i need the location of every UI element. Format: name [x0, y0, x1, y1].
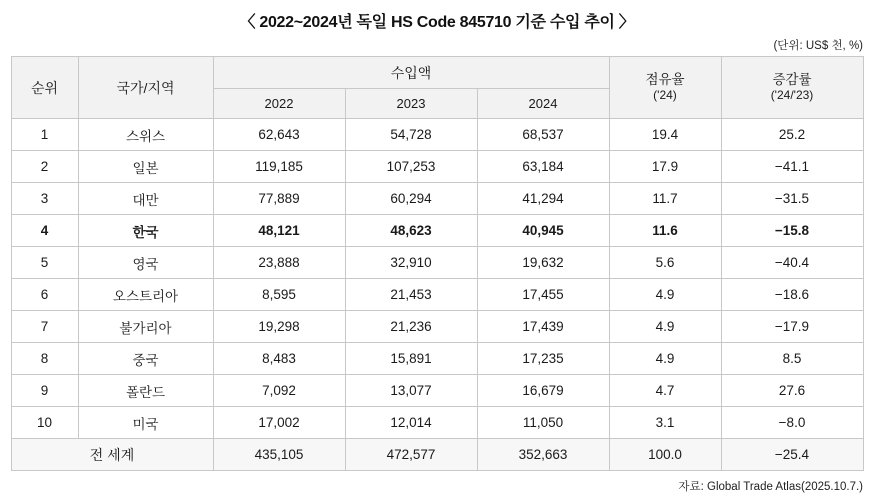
import-trend-table	[11, 56, 864, 471]
unit-note: (단위: US$ 천, %)	[773, 40, 863, 52]
column-header-share-line1: 점유율	[645, 71, 685, 87]
cell-2022: 48,121	[213, 215, 345, 247]
table-row	[11, 183, 863, 215]
cell-2022: 7,092	[213, 375, 345, 407]
cell-growth: −18.6	[721, 279, 863, 311]
cell-2023: 48,623	[345, 215, 477, 247]
header-row-top	[11, 57, 863, 89]
cell-rank: 10	[11, 407, 78, 439]
cell-rank: 9	[11, 375, 78, 407]
cell-share: 4.9	[609, 343, 721, 375]
cell-total-label: 전 세계	[11, 439, 213, 471]
column-header-share	[609, 57, 721, 119]
table-row	[11, 375, 863, 407]
cell-growth: −8.0	[721, 407, 863, 439]
cell-rank: 6	[11, 279, 78, 311]
cell-2023: 107,253	[345, 151, 477, 183]
cell-2024: 41,294	[477, 183, 609, 215]
table-row	[11, 151, 863, 183]
cell-growth: 27.6	[721, 375, 863, 407]
table-head	[11, 57, 863, 119]
cell-2023: 15,891	[345, 343, 477, 375]
cell-rank: 1	[11, 119, 78, 151]
cell-2023: 21,453	[345, 279, 477, 311]
cell-2024: 63,184	[477, 151, 609, 183]
cell-growth: −40.4	[721, 247, 863, 279]
cell-2024: 17,455	[477, 279, 609, 311]
cell-2022: 8,483	[213, 343, 345, 375]
cell-2022: 23,888	[213, 247, 345, 279]
cell-country: 미국	[78, 407, 213, 439]
cell-country: 영국	[78, 247, 213, 279]
cell-2022: 62,643	[213, 119, 345, 151]
cell-country: 일본	[78, 151, 213, 183]
cell-rank: 7	[11, 311, 78, 343]
cell-2023: 54,728	[345, 119, 477, 151]
cell-2022: 8,595	[213, 279, 345, 311]
cell-2024: 17,439	[477, 311, 609, 343]
table-row	[11, 247, 863, 279]
cell-2024: 19,632	[477, 247, 609, 279]
cell-2023: 21,236	[345, 311, 477, 343]
table-body	[11, 119, 863, 471]
cell-2023: 60,294	[345, 183, 477, 215]
table-row	[11, 343, 863, 375]
cell-2024: 68,537	[477, 119, 609, 151]
cell-2024: 11,050	[477, 407, 609, 439]
cell-2023: 13,077	[345, 375, 477, 407]
cell-growth: −41.1	[721, 151, 863, 183]
cell-2022: 17,002	[213, 407, 345, 439]
cell-total-2024: 352,663	[477, 439, 609, 471]
cell-2023: 32,910	[345, 247, 477, 279]
cell-share: 4.7	[609, 375, 721, 407]
column-header-growth-line1: 증감률	[772, 71, 812, 87]
cell-rank: 5	[11, 247, 78, 279]
column-header-year-2024: 2024	[477, 89, 609, 119]
cell-country: 스위스	[78, 119, 213, 151]
cell-share: 5.6	[609, 247, 721, 279]
table-row	[11, 215, 863, 247]
table-row	[11, 407, 863, 439]
cell-2023: 12,014	[345, 407, 477, 439]
cell-country: 중국	[78, 343, 213, 375]
cell-total-2022: 435,105	[213, 439, 345, 471]
cell-rank: 3	[11, 183, 78, 215]
cell-growth: −17.9	[721, 311, 863, 343]
table-row	[11, 279, 863, 311]
cell-share: 4.9	[609, 279, 721, 311]
column-header-year-2023: 2023	[345, 89, 477, 119]
cell-country: 한국	[78, 215, 213, 247]
cell-share: 11.7	[609, 183, 721, 215]
cell-total-share: 100.0	[609, 439, 721, 471]
page-title: 〈 2022~2024년 독일 HS Code 845710 기준 수입 추이 〉	[239, 14, 635, 31]
cell-growth: −31.5	[721, 183, 863, 215]
cell-growth: 8.5	[721, 343, 863, 375]
cell-2024: 40,945	[477, 215, 609, 247]
column-header-import-value: 수입액	[213, 57, 609, 89]
column-header-year-2022: 2022	[213, 89, 345, 119]
table-row	[11, 119, 863, 151]
cell-country: 불가리아	[78, 311, 213, 343]
column-header-country: 국가/지역	[78, 57, 213, 119]
table-total-row	[11, 439, 863, 471]
cell-rank: 2	[11, 151, 78, 183]
source-note: 자료: Global Trade Atlas(2025.10.7.)	[678, 481, 863, 493]
cell-total-growth: −25.4	[721, 439, 863, 471]
cell-2024: 17,235	[477, 343, 609, 375]
cell-growth: −15.8	[721, 215, 863, 247]
cell-country: 폴란드	[78, 375, 213, 407]
cell-country: 오스트리아	[78, 279, 213, 311]
cell-share: 4.9	[609, 311, 721, 343]
column-header-growth-line2: ('24/'23)	[770, 88, 814, 103]
cell-2024: 16,679	[477, 375, 609, 407]
cell-growth: 25.2	[721, 119, 863, 151]
cell-2022: 77,889	[213, 183, 345, 215]
column-header-rank: 순위	[11, 57, 78, 119]
cell-rank: 8	[11, 343, 78, 375]
cell-total-2023: 472,577	[345, 439, 477, 471]
column-header-share-line2: ('24)	[653, 88, 677, 103]
cell-country: 대만	[78, 183, 213, 215]
cell-share: 17.9	[609, 151, 721, 183]
cell-2022: 119,185	[213, 151, 345, 183]
cell-share: 11.6	[609, 215, 721, 247]
cell-2022: 19,298	[213, 311, 345, 343]
table-row	[11, 311, 863, 343]
cell-share: 19.4	[609, 119, 721, 151]
column-header-growth	[721, 57, 863, 119]
cell-rank: 4	[11, 215, 78, 247]
cell-share: 3.1	[609, 407, 721, 439]
